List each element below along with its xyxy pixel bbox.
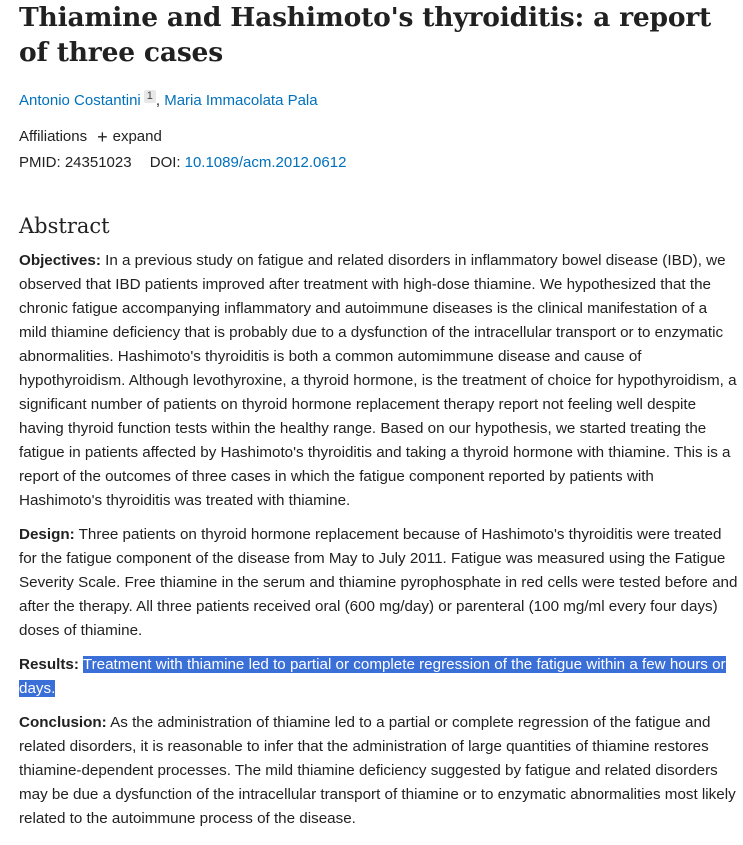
- abstract-body: [19, 249, 739, 831]
- section-label: Objectives:: [19, 252, 101, 269]
- section-label: Conclusion:: [19, 714, 107, 731]
- pmid-label: PMID:: [19, 154, 61, 171]
- section-text: As the administration of thiamine led to a partial or complete regression of the fatigue and related disorders, it is reasonable to infer that the administration of large quantities of thiamine restores thiamine-dependent processes. The mild thiamine deficiency suggested by fatigue and related disorders may be due a dysfunction of the intracellular transport of thiamine or to enzymatic abnormalities most likely related to the autoimmune process of the disease.: [19, 714, 736, 827]
- section-text: In a previous study on fatigue and related disorders in inflammatory bowel disease (IBD), we observed that IBD patients improved after treatment with high-dose thiamine. We hypothesized that the chronic fatigue accompanying inflammatory and autoimmune diseases is the clinical manifestation of a mild thiamine deficiency that is probably due to a dysfunction of the intracellular transport or to enzymatic abnormalities. Hashimoto's thyroiditis is both a common automimmune disease and cause of hypothyroidism. Although levothyroxine, a thyroid hormone, is the treatment of choice for hypothyroidism, a significant number of patients on thyroid hormone replacement therapy report not feeling well despite having thyroid function tests within the healthy range. Based on our hypothesis, we started treating the fatigue in patients affected by Hashimoto's thyroiditis and taking a thyroid hormone with thiamine. This is a report of the outcomes of three cases in which the fatigue component reported by patients with Hashimoto's thyroiditis was treated with thiamine.: [19, 252, 737, 509]
- expand-label: expand: [112, 128, 162, 145]
- abstract-section-objectives: [19, 249, 739, 513]
- affiliations-row: [19, 126, 739, 148]
- article-title: Thiamine and Hashimoto's thyroiditis: a report of three cases: [19, 2, 712, 68]
- section-label: Results:: [19, 656, 79, 673]
- pmid-value: 24351023: [64, 154, 132, 171]
- author-separator: ,: [155, 92, 161, 109]
- author-list: [19, 90, 739, 112]
- doi-label: DOI:: [149, 154, 181, 171]
- abstract-section-conclusion: [19, 711, 739, 831]
- abstract-section-results: [19, 653, 739, 701]
- article-page: [19, 0, 739, 841]
- expand-affiliations-button[interactable]: [97, 126, 162, 148]
- affiliations-label: Affiliations: [19, 128, 88, 145]
- author-link[interactable]: Maria Immacolata Pala: [164, 92, 318, 109]
- article-identifiers: [19, 152, 739, 174]
- affiliation-ref-badge[interactable]: 1: [144, 90, 156, 103]
- plus-icon: +: [97, 127, 108, 147]
- section-text: Three patients on thyroid hormone replacement because of Hashimoto's thyroiditis were treated for the fatigue component of the disease from May to July 2011. Fatigue was measured using the Fatigue Severity Scale. Free thiamine in the serum and thiamine pyrophosphate in red cells were tested before and after the therapy. All three patients received oral (600 mg/day) or parenteral (100 mg/ml every four days) doses of thiamine.: [19, 526, 738, 639]
- author-link[interactable]: Antonio Costantini: [19, 92, 141, 109]
- abstract-heading: Abstract: [19, 214, 110, 238]
- abstract-section-design: [19, 523, 739, 643]
- doi-link[interactable]: 10.1089/acm.2012.0612: [184, 154, 347, 171]
- selected-text[interactable]: Treatment with thiamine led to partial or complete regression of the fatigue within a few hours or days.: [19, 656, 726, 697]
- section-label: Design:: [19, 526, 75, 543]
